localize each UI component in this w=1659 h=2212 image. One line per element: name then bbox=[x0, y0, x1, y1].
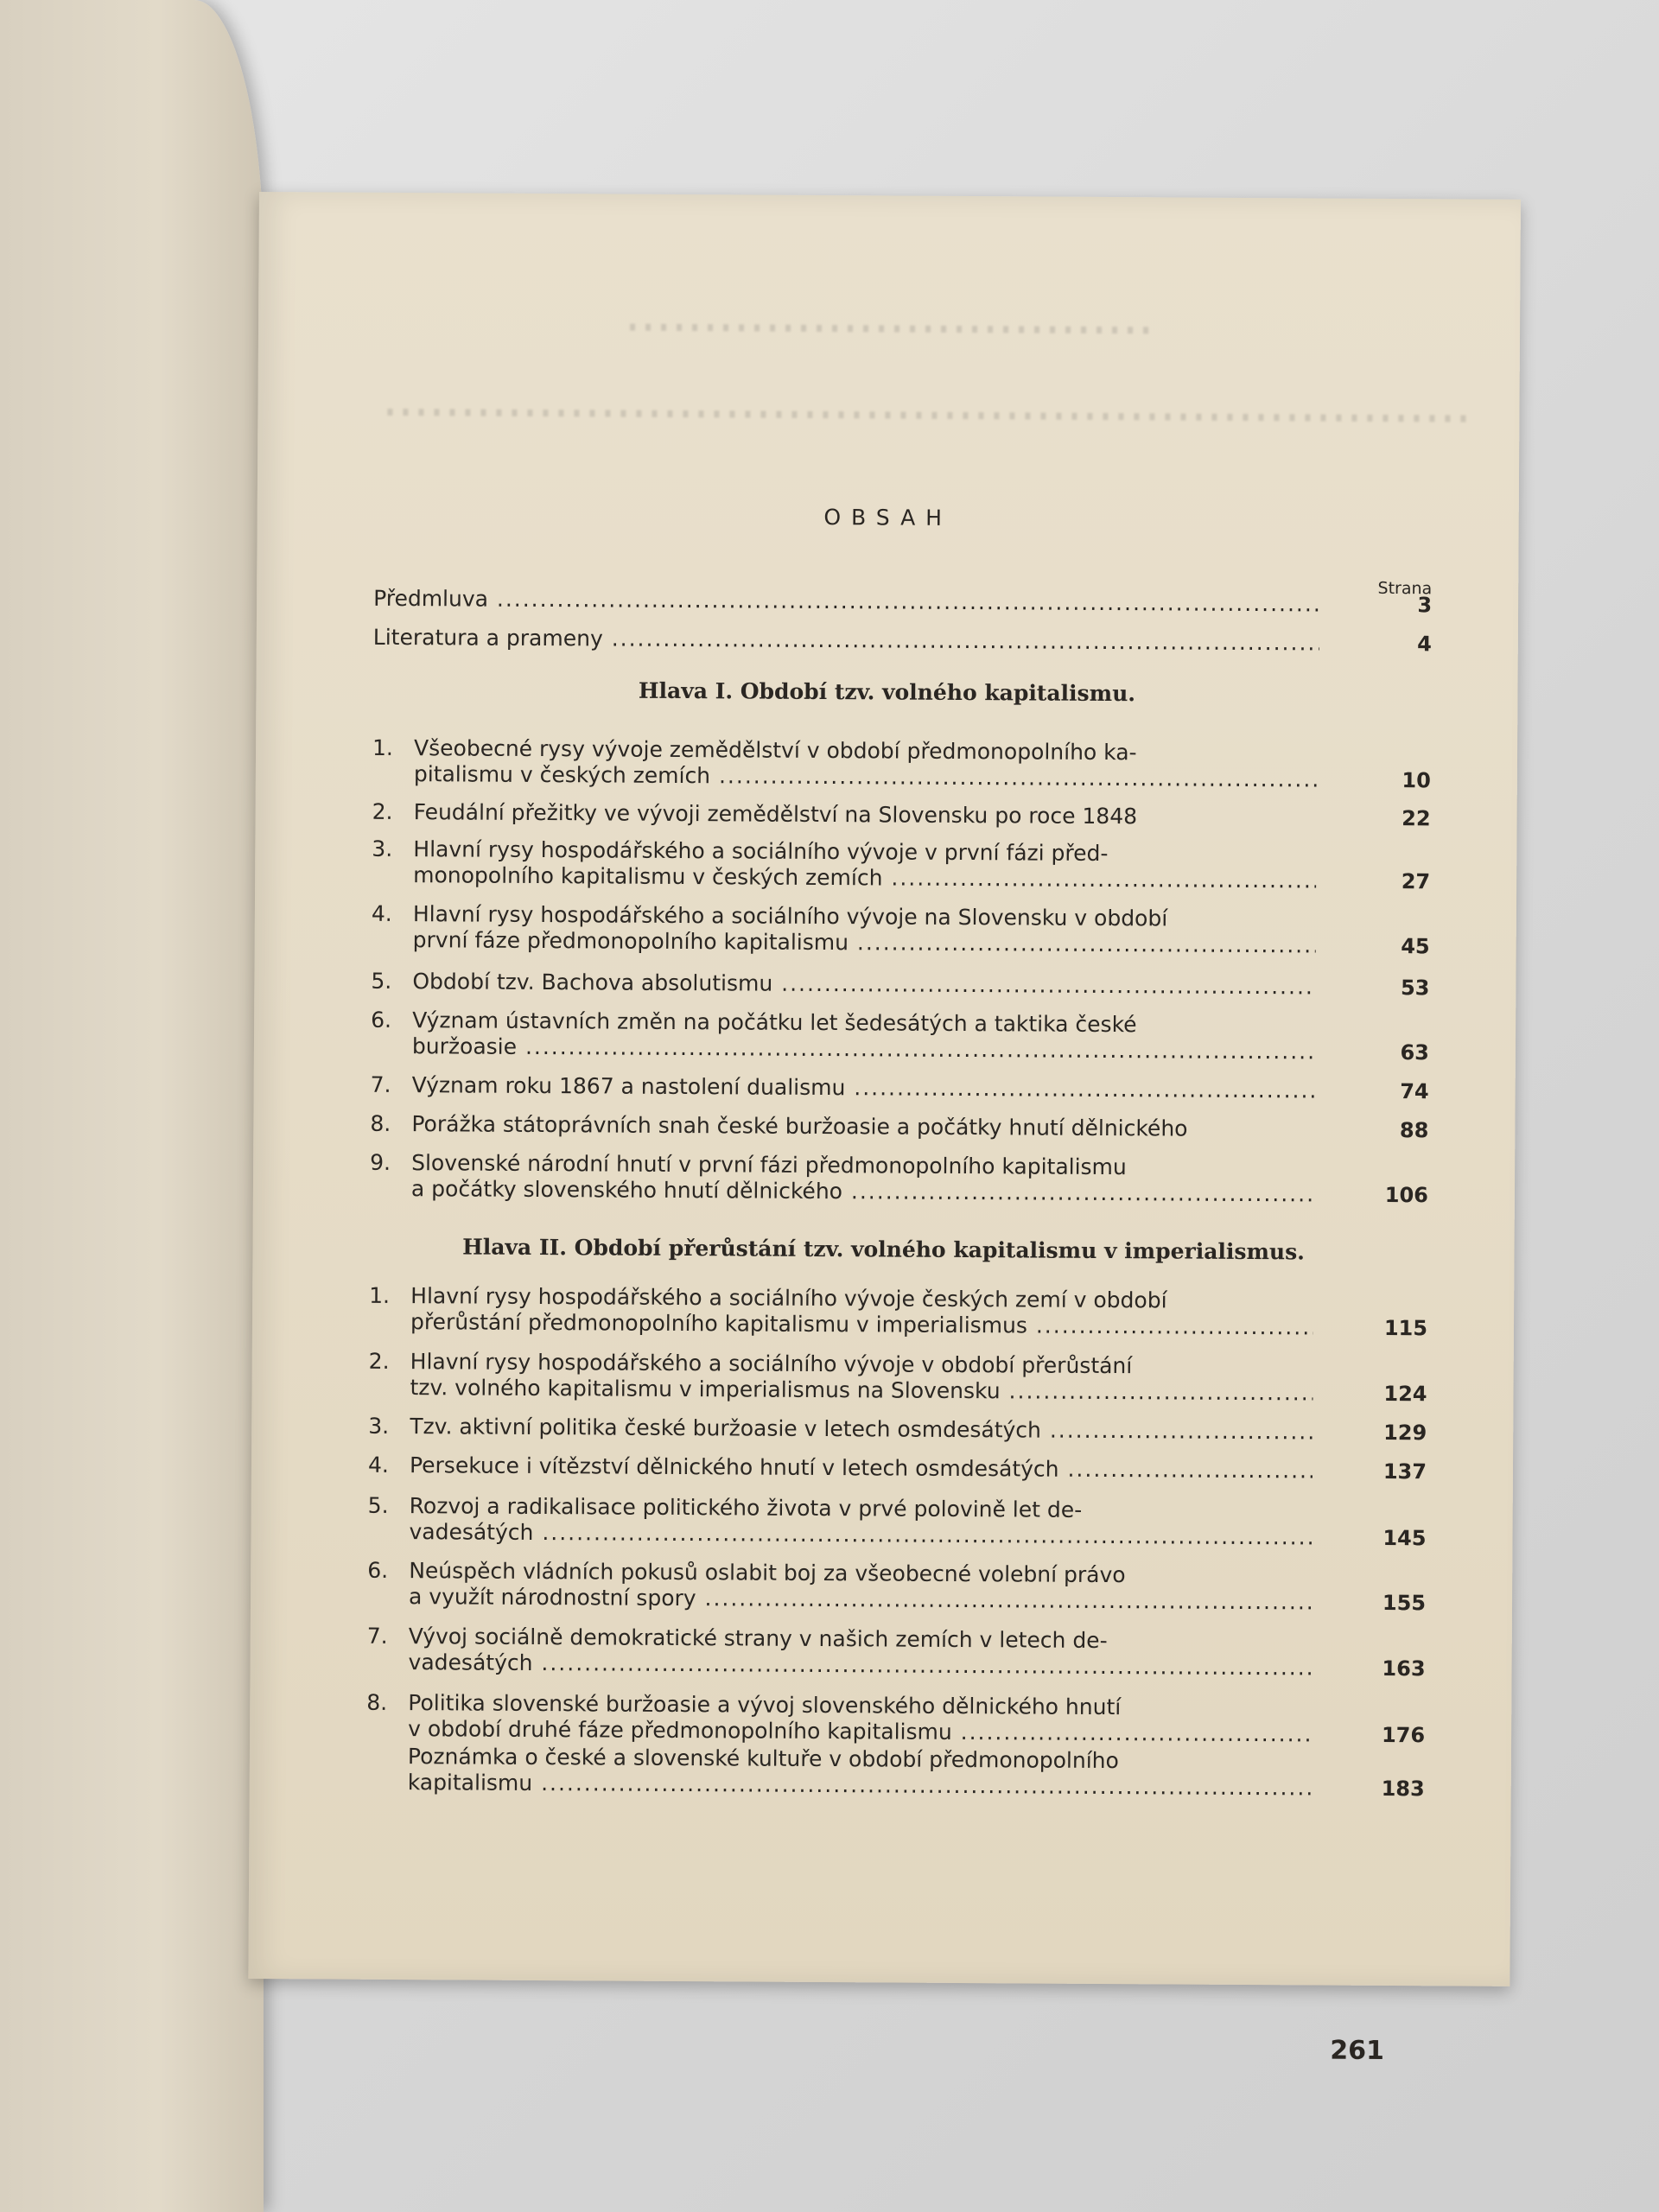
toc-entry-line: a počátky slovenského hnutí dělnického ..... bbox=[411, 1176, 1314, 1207]
toc-entry-line: Hlavní rysy hospodářského a sociálního vývoje českých zemí v období bbox=[410, 1283, 1167, 1313]
toc-entry-page: 176 bbox=[1381, 1722, 1426, 1748]
toc-entry-line: Význam ústavních změn na počátku let šedesátých a taktika české bbox=[412, 1007, 1137, 1038]
toc-entry bbox=[367, 1558, 1426, 1616]
toc-entry-text: Literatura a prameny ..... bbox=[373, 625, 1319, 657]
toc-entry-line: kapitalismu ..... bbox=[408, 1770, 1311, 1801]
toc-entry-number: 3. bbox=[368, 1413, 390, 1439]
toc-entry-number: 9. bbox=[370, 1149, 391, 1175]
toc-entry-page: 10 bbox=[1402, 768, 1431, 793]
toc-entry-line: Vývoj sociálně demokratické strany v našich zemích v letech de- bbox=[408, 1624, 1108, 1654]
toc-entry-page: 45 bbox=[1401, 934, 1430, 959]
toc-entry bbox=[366, 1690, 1425, 1748]
toc-entry-line: Neúspěch vládních pokusů oslabit boj za všeobecné volební právo bbox=[409, 1558, 1126, 1588]
toc-entry-page: 106 bbox=[1384, 1182, 1429, 1208]
toc-entry-page: 137 bbox=[1382, 1459, 1427, 1484]
toc-entry-number: 1. bbox=[369, 1282, 391, 1308]
book-page bbox=[248, 192, 1521, 2066]
toc-entry-number: 5. bbox=[371, 968, 392, 994]
toc-entry-line: Porážka státoprávních snah české buržoasie a počátky hnutí dělnického bbox=[411, 1111, 1188, 1141]
toc-entry-number: 8. bbox=[366, 1689, 388, 1715]
toc-entry bbox=[372, 735, 1431, 793]
toc-entry-page: 74 bbox=[1400, 1079, 1429, 1104]
toc-entry bbox=[371, 969, 1429, 1001]
toc-entry-line: Feudální přežitky ve vývoji zemědělství na Slovensku po roce 1848 bbox=[413, 799, 1138, 830]
toc-entry bbox=[367, 1624, 1426, 1681]
toc-entry-page: 27 bbox=[1401, 869, 1431, 894]
toc-entry-page: 124 bbox=[1383, 1381, 1427, 1407]
page-number: 261 bbox=[1330, 2035, 1384, 2066]
toc-entry-page: 88 bbox=[1399, 1118, 1429, 1143]
toc-entry-line: Význam roku 1867 a nastolení dualismu ..... bbox=[412, 1072, 1315, 1103]
toc-entry-page: 163 bbox=[1382, 1656, 1426, 1681]
toc-entry bbox=[371, 1072, 1429, 1104]
toc-entry-number: 6. bbox=[371, 1007, 392, 1033]
toc-entry-number: 1. bbox=[372, 734, 394, 760]
toc-entry-line: vadesátých ..... bbox=[409, 1519, 1312, 1550]
page-title: OBSAH bbox=[823, 504, 953, 531]
toc-entry bbox=[368, 1349, 1427, 1407]
toc-entry bbox=[370, 1111, 1428, 1143]
toc-entry-number: 8. bbox=[370, 1110, 391, 1136]
toc-entry-line: Rozvoj a radikalisace politického života v prvé polovině let de- bbox=[409, 1493, 1083, 1522]
toc-entry-line: Poznámka o české a slovenské kultuře v období předmonopolního bbox=[407, 1744, 1119, 1774]
toc-entry-line: Politika slovenské buržoasie a vývoj slovenského dělnického hnutí bbox=[408, 1690, 1122, 1720]
toc-entry-line: Slovenské národní hnutí v první fázi předmonopolního kapitalismu bbox=[411, 1150, 1127, 1180]
toc-entry bbox=[369, 1283, 1427, 1341]
toc-entry-foreword bbox=[373, 586, 1432, 618]
toc-entry-number: 7. bbox=[370, 1071, 391, 1097]
bleed-through-text bbox=[387, 409, 1467, 423]
toc-entry bbox=[371, 1007, 1429, 1065]
toc-entry bbox=[368, 1452, 1427, 1484]
toc-entry-line: buržoasie ..... bbox=[412, 1033, 1315, 1065]
toc-entry-line: Období tzv. Bachova absolutismu ..... bbox=[412, 969, 1315, 1000]
toc-entry-number: 3. bbox=[372, 836, 393, 861]
toc-entry bbox=[370, 1150, 1428, 1208]
toc-entry-page: 145 bbox=[1382, 1525, 1427, 1551]
toc-entry-number: 2. bbox=[372, 798, 393, 824]
toc-entry-line: tzv. volného kapitalismu v imperialismus na Slovensku ..... bbox=[410, 1375, 1313, 1406]
toc-entry-line: Persekuce i vítězství dělnického hnutí v letech osmdesátých ..... bbox=[410, 1452, 1313, 1484]
chapter-heading-1: Hlava I. Období tzv. volného kapitalismu. bbox=[638, 677, 1136, 707]
toc-entry-page: 3 bbox=[1417, 593, 1433, 618]
toc-entry-literature bbox=[373, 625, 1432, 657]
toc-entry-page: 129 bbox=[1383, 1420, 1427, 1446]
toc-entry-note bbox=[366, 1744, 1425, 1802]
toc-entry-line: Hlavní rysy hospodářského a sociálního vývoje v první fázi před- bbox=[413, 836, 1109, 867]
chapter-heading-2: Hlava II. Období přerůstání tzv. volného kapitalismu v imperialismus. bbox=[462, 1234, 1306, 1265]
toc-entry-line: v období druhé fáze předmonopolního kapitalismu ..... bbox=[408, 1716, 1311, 1747]
toc-entry-page: 155 bbox=[1382, 1590, 1427, 1616]
page-column-label: Strana bbox=[1377, 578, 1433, 599]
toc-entry-number: 5. bbox=[367, 1492, 389, 1518]
toc-entry-line: Tzv. aktivní politika české buržoasie v letech osmdesátých ..... bbox=[410, 1414, 1313, 1445]
toc-entry-line: a využít národnostní spory ..... bbox=[409, 1584, 1312, 1615]
left-page-edge bbox=[0, 0, 264, 2212]
toc-entry-page: 22 bbox=[1402, 806, 1431, 831]
toc-entry-line: vadesátých ..... bbox=[409, 1649, 1312, 1681]
toc-entry-number: 2. bbox=[368, 1348, 390, 1374]
toc-entry-line: Hlavní rysy hospodářského a sociálního vývoje na Slovensku v období bbox=[412, 901, 1168, 931]
toc-entry-line: Všeobecné rysy vývoje zemědělství v období předmonopolního ka- bbox=[413, 735, 1137, 766]
toc-entry-page: 183 bbox=[1381, 1776, 1425, 1802]
toc-entry-line: přerůstání předmonopolního kapitalismu v imperialismus ..... bbox=[410, 1309, 1313, 1340]
toc-entry-number: 6. bbox=[367, 1557, 389, 1583]
toc-entry bbox=[367, 1493, 1426, 1551]
toc-entry-page: 4 bbox=[1417, 632, 1432, 657]
toc-entry-page: 53 bbox=[1400, 976, 1430, 1001]
toc-entry-line: pitalismu v českých zemích ..... bbox=[414, 761, 1317, 792]
toc-entry bbox=[368, 1414, 1427, 1446]
toc-entry-number: 4. bbox=[371, 900, 392, 926]
toc-entry-line: Hlavní rysy hospodářského a sociálního vývoje v období přerůstání bbox=[410, 1349, 1133, 1379]
toc-entry-number: 4. bbox=[367, 1452, 389, 1478]
toc-entry-text: Předmluva ..... bbox=[373, 586, 1319, 618]
toc-entry-page: 115 bbox=[1383, 1315, 1428, 1341]
toc-entry-page: 63 bbox=[1400, 1040, 1430, 1065]
bleed-through-text bbox=[630, 324, 1148, 334]
toc-entry bbox=[372, 901, 1430, 959]
toc-entry-number: 7. bbox=[366, 1623, 388, 1649]
toc-entry-line: monopolního kapitalismu v českých zemích ..... bbox=[413, 862, 1316, 893]
toc-entry-line: první fáze předmonopolního kapitalismu ..... bbox=[413, 927, 1316, 958]
toc-entry bbox=[372, 836, 1430, 894]
toc-entry bbox=[372, 799, 1431, 831]
